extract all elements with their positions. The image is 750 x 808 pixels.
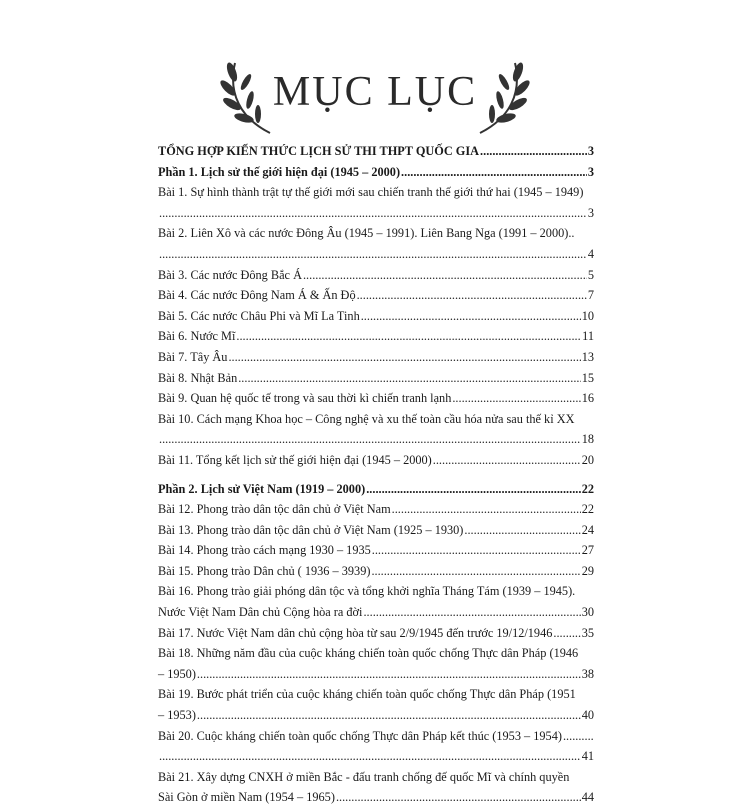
toc-entry-b8[interactable] [158, 368, 594, 389]
toc-page: 38 [581, 666, 594, 681]
toc-entry-b19-line[interactable]: Bài 19. Bước phát triển của cuộc kháng chiến toàn quốc chống Thực dân Pháp (1951 [158, 687, 576, 702]
toc-label: Bài 8. Nhật Bản [158, 370, 238, 385]
toc-leader [336, 787, 581, 808]
toc-entry-b12[interactable] [158, 499, 594, 520]
toc-leader [392, 499, 581, 520]
toc-leader [159, 746, 581, 767]
toc-label: Nước Việt Nam Dân chủ Cộng hòa ra đời [158, 605, 363, 620]
toc-label: Bài 17. Nước Việt Nam dân chủ cộng hòa từ sau 2/9/1945 đến trước 19/12/1946 [158, 625, 553, 640]
toc-label: Bài 7. Tây Âu [158, 349, 228, 364]
toc-label: TỔNG HỢP KIẾN THỨC LỊCH SỬ THI THPT QUỐC GIA [158, 144, 480, 158]
toc-label: Bài 20. Cuộc kháng chiến toàn quốc chống Thực dân Pháp kết thúc (1953 – 1954) [158, 728, 562, 743]
toc-leader [553, 623, 580, 644]
toc-page: 41 [581, 749, 594, 764]
toc-label: Bài 9. Quan hệ quốc tế trong và sau thời kì chiến tranh lạnh [158, 391, 452, 406]
toc-page: 24 [581, 522, 594, 537]
toc-page: 27 [581, 543, 594, 558]
toc-entry-b10-line[interactable]: Bài 10. Cách mạng Khoa học – Công nghệ và xu thế toàn cầu hóa nửa sau thế kỉ XX [158, 411, 575, 426]
section-gap [158, 471, 594, 479]
toc-entry-b11[interactable] [158, 450, 594, 471]
toc-page: 15 [581, 370, 594, 385]
toc-label: – 1950) [158, 666, 196, 681]
toc-page: 40 [581, 708, 594, 723]
toc-page: 35 [581, 625, 594, 640]
toc-page: 18 [581, 432, 594, 447]
toc-entry-b21-line[interactable]: Bài 21. Xây dựng CNXH ở miền Bắc - đấu tranh chống đế quốc Mĩ và chính quyền [158, 769, 570, 784]
toc-entry-b16-line[interactable]: Bài 16. Phong trào giải phóng dân tộc và tổng khởi nghĩa Tháng Tám (1939 – 1945). [158, 584, 576, 599]
toc-leader [228, 347, 580, 368]
toc-leader [238, 368, 580, 389]
toc-label: Bài 3. Các nước Đông Bắc Á [158, 267, 302, 282]
toc-entry-b14[interactable] [158, 540, 594, 561]
toc-leader [452, 388, 580, 409]
toc-label: Phần 1. Lịch sử thế giới hiện đại (1945 – 2000) [158, 164, 401, 179]
toc-page: 13 [581, 349, 594, 364]
toc-entry-b5[interactable] [158, 306, 594, 327]
toc-leader [372, 540, 581, 561]
toc-label: Bài 13. Phong trào dân tộc dân chủ ở Việt Nam (1925 – 1930) [158, 522, 464, 537]
toc-leader [480, 141, 587, 162]
toc-page: 22 [581, 481, 594, 496]
toc-entry-b2[interactable] [158, 244, 594, 265]
toc-leader [371, 561, 580, 582]
toc-label: Phần 2. Lịch sử Việt Nam (1919 – 2000) [158, 481, 366, 496]
toc-entry-b13[interactable] [158, 520, 594, 541]
toc-entry-b21[interactable] [158, 787, 594, 808]
toc-entry-b1-line[interactable]: Bài 1. Sự hình thành trật tự thế giới mới sau chiến tranh thế giới thứ hai (1945 – 1949) [158, 185, 584, 200]
toc-page: 29 [581, 563, 594, 578]
toc-leader [357, 285, 587, 306]
toc-label: Bài 15. Phong trào Dân chủ ( 1936 – 3939) [158, 563, 371, 578]
toc-page: 10 [581, 308, 594, 323]
toc-leader [236, 326, 581, 347]
toc-page: 3 [587, 144, 594, 158]
toc-page: 44 [581, 790, 594, 805]
toc-leader [197, 705, 581, 726]
toc-leader [401, 162, 587, 183]
toc-leader [361, 306, 581, 327]
toc-entry-main[interactable] [158, 141, 594, 162]
toc-leader [464, 520, 580, 541]
laurel-left-icon [210, 58, 280, 138]
toc-leader [366, 479, 580, 500]
toc-label: Bài 11. Tổng kết lịch sử thế giới hiện đại (1945 – 2000) [158, 452, 432, 467]
toc-page: 3 [587, 164, 594, 179]
toc-entry-b20-continued[interactable] [158, 746, 594, 767]
toc-entry-b19[interactable] [158, 705, 594, 726]
toc-entry-b17[interactable] [158, 623, 594, 644]
toc-label: Bài 12. Phong trào dân tộc dân chủ ở Việt Nam [158, 502, 391, 517]
toc-leader [159, 203, 587, 224]
toc-label: Sài Gòn ở miền Nam (1954 – 1965) [158, 790, 335, 805]
header [0, 48, 750, 128]
toc-leader [433, 450, 581, 471]
toc-page: 22 [581, 502, 594, 517]
toc-entry-part1[interactable] [158, 162, 594, 183]
toc-entry-b10[interactable] [158, 429, 594, 450]
toc-entry-part2[interactable] [158, 479, 594, 500]
page-title: MỤC LỤC [272, 69, 478, 115]
toc-entry-b4[interactable] [158, 285, 594, 306]
toc-entry-b6[interactable] [158, 326, 594, 347]
toc-label: Bài 14. Phong trào cách mạng 1930 – 1935 [158, 543, 371, 558]
toc-label: Bài 6. Nước Mĩ [158, 329, 236, 344]
toc-entry-b18-line[interactable]: Bài 18. Những năm đầu của cuộc kháng chiến toàn quốc chống Thực dân Pháp (1946 [158, 646, 579, 661]
toc-page: 16 [581, 391, 594, 406]
toc-leader [563, 726, 593, 747]
toc-leader [303, 265, 587, 286]
toc-page: 4 [587, 246, 594, 261]
toc-entry-b18[interactable] [158, 664, 594, 685]
toc-page: 20 [581, 452, 594, 467]
toc-entry-b7[interactable] [158, 347, 594, 368]
table-of-contents [158, 141, 594, 808]
toc-page: 7 [587, 288, 594, 303]
toc-leader [159, 429, 581, 450]
toc-label: – 1953) [158, 708, 196, 723]
toc-entry-b15[interactable] [158, 561, 594, 582]
toc-entry-b3[interactable] [158, 265, 594, 286]
toc-label: Bài 5. Các nước Châu Phi và Mĩ La Tinh [158, 308, 360, 323]
toc-leader [363, 602, 580, 623]
toc-entry-b16[interactable] [158, 602, 594, 623]
toc-label: Bài 4. Các nước Đông Nam Á & Ấn Độ [158, 288, 356, 303]
toc-entry-b9[interactable] [158, 388, 594, 409]
toc-entry-b1[interactable] [158, 203, 594, 224]
toc-page: 5 [587, 267, 594, 282]
laurel-right-icon [470, 58, 540, 138]
toc-page: 3 [587, 205, 594, 220]
toc-page: 11 [582, 329, 594, 344]
toc-page: 30 [581, 605, 594, 620]
toc-entry-b2-line[interactable]: Bài 2. Liên Xô và các nước Đông Âu (1945 – 1991). Liên Bang Nga (1991 – 2000).. [158, 226, 575, 241]
toc-leader [197, 664, 581, 685]
toc-entry-b20[interactable] [158, 726, 594, 747]
toc-leader [159, 244, 587, 265]
